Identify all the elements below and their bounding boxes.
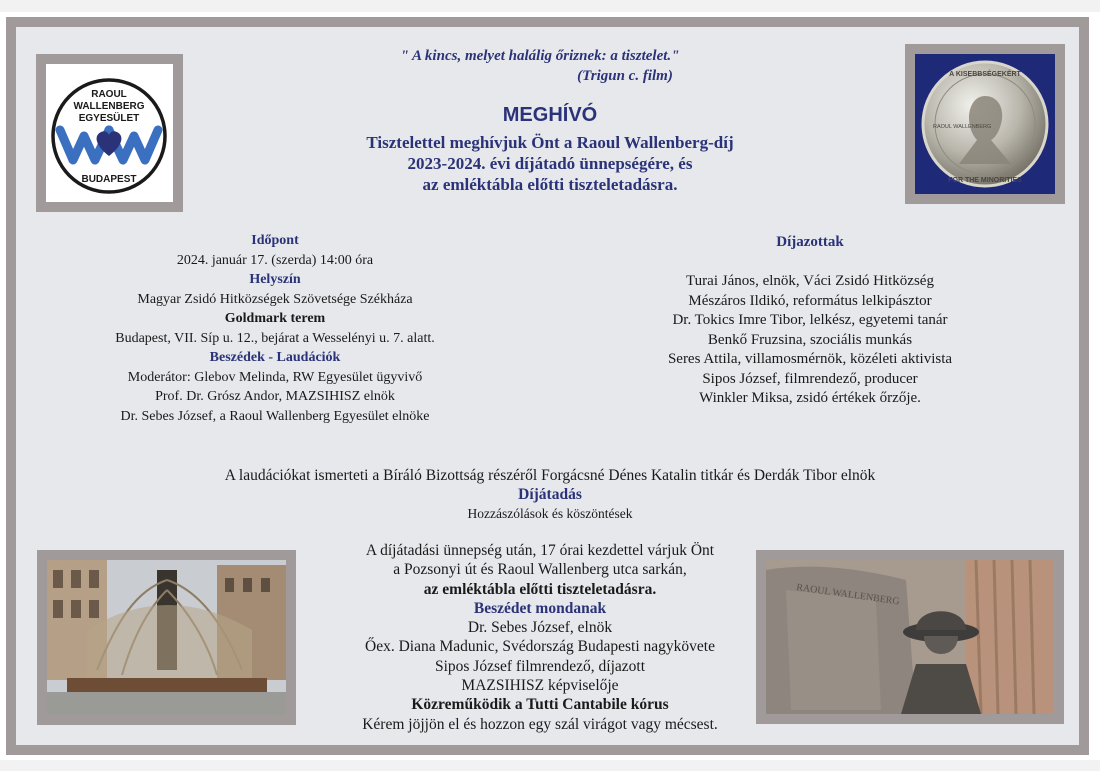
- quote-text: " A kincs, melyet halálig őriznek: a tisztelet.": [400, 48, 680, 64]
- page-title: MEGHÍVÓ: [502, 104, 598, 126]
- logo-text-raoul: RAOUL: [91, 89, 127, 100]
- after-line: A díjátadási ünnepség után, 17 órai kezdettel várjuk Önt: [365, 542, 715, 559]
- wallenberg-statue-photo: [756, 550, 1064, 724]
- comments-text: Hozzászólások és köszöntések: [467, 506, 633, 521]
- laudation-text: A laudációkat ismerteti a Bíráló Bizottság részéről Forgácsné Dénes Katalin titkár és Derdák Tibor elnök: [224, 467, 876, 484]
- bottom-speaker-item: Dr. Sebes József, elnök: [467, 619, 613, 637]
- bottom-strip: [0, 760, 1100, 771]
- after-ceremony-section: [290, 541, 790, 734]
- invitation-intro: [260, 132, 840, 195]
- awardee-item: Sipos József, filmrendező, producer: [702, 370, 918, 387]
- medal-text-side: RAOUL WALLENBERG: [933, 124, 992, 130]
- wallenberg-logo-icon: [46, 64, 173, 202]
- address: Budapest, VII. Síp u. 12., bejárat a Wesselényi u. 7. alatt.: [115, 330, 435, 346]
- awardee-item: Benkő Fruzsina, szociális munkás: [707, 331, 913, 348]
- intro-line: 2023-2024. évi díjátadó ünnepségére, és: [407, 154, 693, 173]
- awardee-item: Mészáros Ildikó, református lelkipásztor: [688, 292, 932, 309]
- speaker-item: Prof. Dr. Grósz Andor, MAZSIHISZ elnök: [155, 389, 395, 404]
- intro-line: az emléktábla előtti tiszteletadásra.: [422, 175, 678, 194]
- memorial-tree-photo: [37, 550, 296, 725]
- choir-text: Közreműködik a Tutti Cantabile kórus: [411, 696, 669, 714]
- speakers-label: Beszédet mondanak: [473, 599, 607, 617]
- time-label: Időpont: [251, 233, 299, 248]
- award-label: Díjátadás: [518, 486, 582, 503]
- intro-line: Tisztelettel meghívjuk Önt a Raoul Wallenberg-díj: [366, 133, 734, 152]
- awardee-item: Turai János, elnök, Váci Zsidó Hitközség: [686, 273, 934, 289]
- medal-image: [905, 44, 1065, 204]
- place-value: Magyar Zsidó Hitközségek Szövetsége Székháza: [137, 291, 413, 307]
- logo-text-egyesulet: EGYESÜLET: [78, 113, 140, 124]
- awardees-heading: Díjazottak: [776, 234, 844, 250]
- bottom-speaker-item: Sipos József filmrendező, díjazott: [434, 657, 646, 675]
- after-line: az emléktábla előtti tiszteletadásra.: [423, 580, 657, 598]
- awardee-item: Seres Attila, villamosmérnök, közéleti aktivista: [667, 351, 953, 367]
- bottom-speaker-item: Őex. Diana Madunic, Svédország Budapesti nagykövete: [365, 638, 715, 656]
- statue-inscription: RAOUL WALLENBERG: [795, 582, 901, 608]
- medal-text-bottom: FOR THE MINORITIES: [948, 177, 1022, 184]
- time-value: 2024. január 17. (szerda) 14:00 óra: [176, 252, 374, 268]
- after-line: a Pozsonyi út és Raoul Wallenberg utca sarkán,: [393, 561, 687, 579]
- awardees-list: [620, 272, 1000, 409]
- top-strip: [0, 0, 1100, 12]
- speaker-item: Dr. Sebes József, a Raoul Wallenberg Egyesület elnöke: [120, 408, 430, 424]
- speeches-label: Beszédek - Laudációk: [209, 350, 341, 365]
- silver-medal-icon: [915, 54, 1055, 194]
- bronze-statue-icon: [766, 560, 1054, 714]
- association-logo: [36, 54, 183, 212]
- awardee-item: Dr. Tokics Imre Tibor, lelkész, egyetemi tanár: [672, 312, 948, 328]
- quote-source: (Trigun c. film): [577, 68, 673, 84]
- logo-text-wallenberg: WALLENBERG: [73, 101, 145, 112]
- quote: [340, 46, 740, 86]
- memorial-tree-icon: [47, 560, 286, 715]
- room-name: Goldmark terem: [224, 311, 326, 326]
- awardee-item: Winkler Miksa, zsidó értékek őrzője.: [699, 390, 921, 406]
- bottom-speaker-item: MAZSIHISZ képviselője: [461, 677, 619, 695]
- closing-text: Kérem jöjjön el és hozzon egy szál virágot vagy mécsest.: [362, 715, 718, 733]
- event-details: [60, 231, 490, 426]
- medal-text-top: A KISEBBSÉGEKÉRT: [949, 71, 1021, 78]
- speaker-item: Moderátor: Glebov Melinda, RW Egyesület ügyvivő: [127, 369, 423, 385]
- logo-text-budapest: BUDAPEST: [81, 174, 137, 185]
- place-label: Helyszín: [249, 272, 301, 287]
- laudation-section: [100, 466, 1000, 523]
